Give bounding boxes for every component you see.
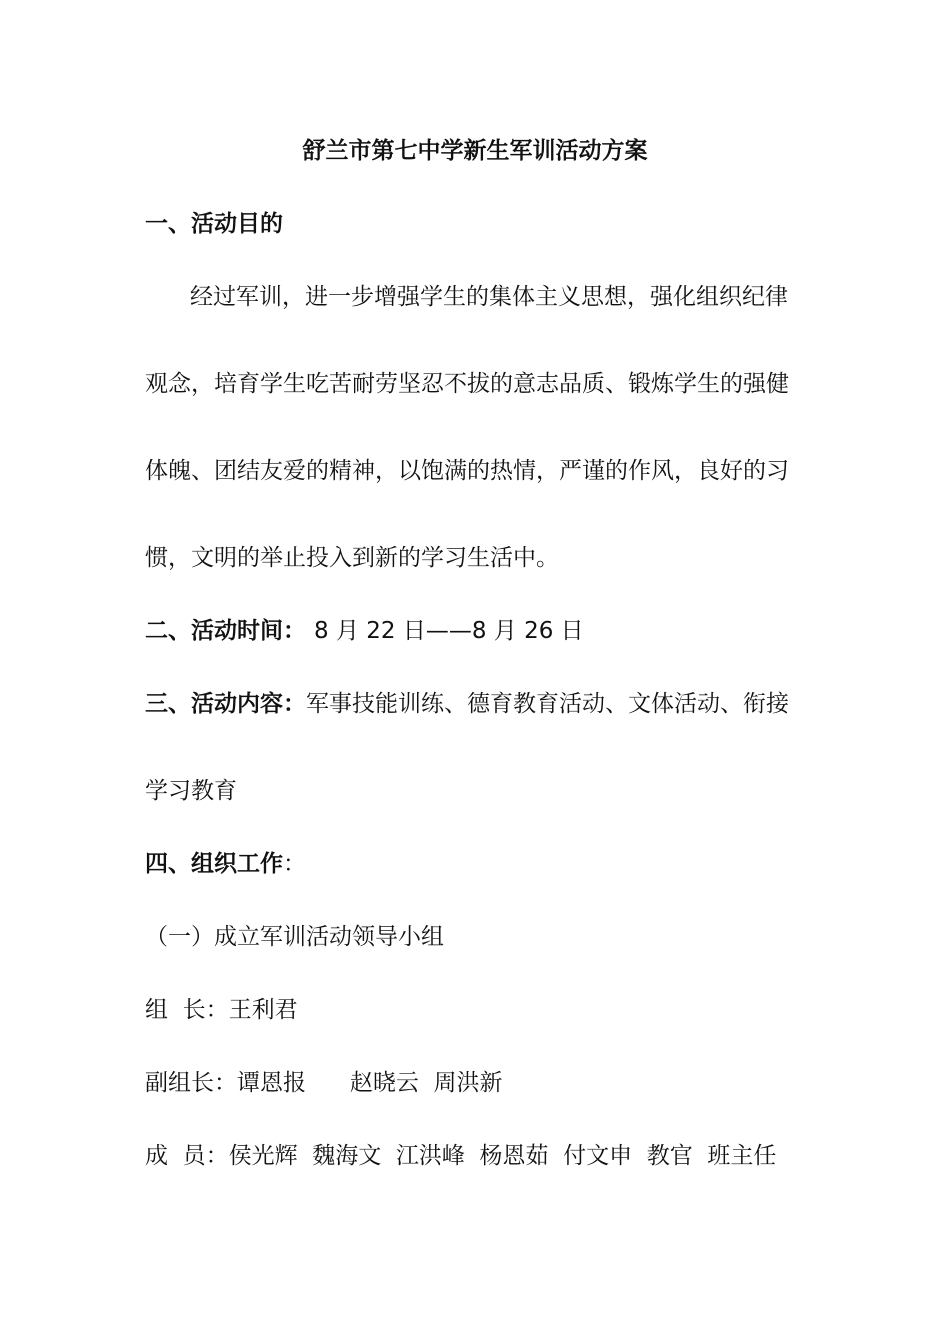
paragraph-line-4: 惯，文明的举止投入到新的学习生活中。 — [145, 545, 559, 571]
activity-content-value: 军事技能训练、德育教育活动、文体活动、衔接 — [306, 691, 789, 717]
leader-line: 组 长：王利君 — [145, 997, 298, 1023]
paragraph-line-3: 体魄、团结友爱的精神，以饱满的热情，严谨的作风，良好的习 — [145, 458, 789, 484]
document-title: 舒兰市第七中学新生军训活动方案 — [302, 138, 648, 164]
section-4-colon: ： — [283, 851, 306, 877]
paragraph-line-1: 经过军训，进一步增强学生的集体主义思想，强化组织纪律 — [190, 284, 788, 310]
section-3-heading: 三、活动内容： — [145, 691, 306, 717]
paragraph-line-2: 观念，培育学生吃苦耐劳坚忍不拔的意志品质、锻炼学生的强健 — [145, 371, 789, 397]
section-4-row — [145, 848, 306, 880]
section-3-continuation: 学习教育 — [145, 778, 237, 804]
section-2-row — [145, 615, 584, 647]
section-4-heading: 四、组织工作 — [145, 851, 283, 877]
deputy-leader-line: 副组长：谭恩报 赵晓云 周洪新 — [145, 1070, 503, 1096]
section-1-heading: 一、活动目的 — [145, 211, 283, 237]
section-2-heading: 二、活动时间： — [145, 618, 306, 644]
activity-time-value: 8 月 22 日——8 月 26 日 — [314, 618, 584, 644]
members-line: 成 员：侯光辉 魏海文 江洪峰 杨恩茹 付文申 教官 班主任 — [145, 1143, 777, 1169]
section-3-row — [145, 688, 789, 720]
subsection-heading: （一）成立军训活动领导小组 — [145, 924, 444, 950]
